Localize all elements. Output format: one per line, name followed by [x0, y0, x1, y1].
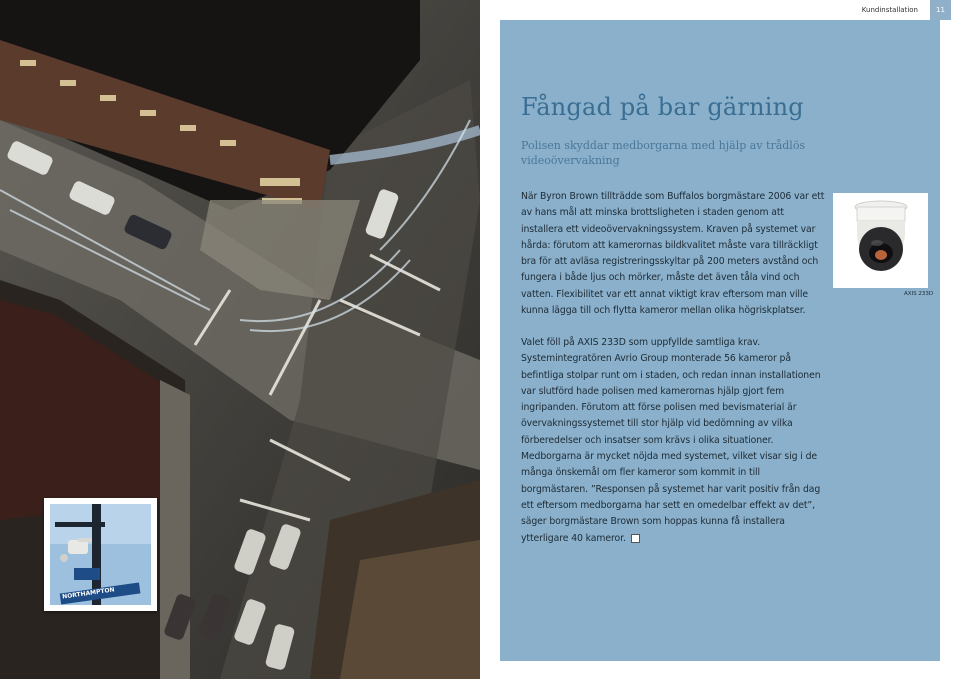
article-subtitle: Polisen skyddar medborgarna med hjälp av trådlös videoövervakning	[521, 139, 806, 167]
end-of-article-mark	[631, 534, 640, 543]
section-header-label: Kundinstallation	[861, 6, 918, 14]
article-paragraph-2	[521, 335, 826, 547]
page-number: 11	[930, 0, 951, 20]
product-image-dome-camera	[833, 193, 928, 288]
article-paragraph-1: När Byron Brown tillträdde som Buffalos borgmästare 2006 var ett av hans mål att minska brottsligheten i staden genom att installera ett videoövervakningssystem. Kraven på systemet var hårda: förutom att kamerornas bildkvalitet måste vara tillräckligt bra för att avläsa registreringsskyltar på 200 meters avstånd och fungera i både ljus och mörker, måste det även tåla vind och vatten. Flexibilitet var ett annat viktigt krav eftersom man ville kunna lägga till och flytta kameror mellan olika högriskplatser.	[521, 191, 825, 317]
street-sign-text: NORTHAMPTON	[61, 586, 116, 601]
article-title: Fångad på bar gärning	[521, 93, 804, 121]
dome-camera-icon	[833, 193, 928, 288]
article-paragraph-2-text: Valet föll på AXIS 233D som uppfyllde samtliga krav. Systemintegratören Avrio Group monterade 56 kameror på befintliga stolpar runt om i staden, och redan innan installationen var slutförd hade polisen med kamerornas hjälp gjort fem ingripanden. Förutom att förse polisen med bevismaterial är övervakningssystemet till stor hjälp vid bedömning av vilka förberedelser och insatser som krävs i olika situationer. Medborgarna är mycket nöjda med systemet, vilket visar sig i de många önskemål om fler kameror som kommit in till borgmästaren. ”Responsen på systemet har varit positiv från dag ett eftersom medborgarna har sett en omedelbar effekt av det”, säger borgmästare Brown som hoppas kunna få installera ytterligare 40 kameror.	[521, 337, 821, 544]
product-caption: AXIS 233D	[904, 291, 934, 297]
